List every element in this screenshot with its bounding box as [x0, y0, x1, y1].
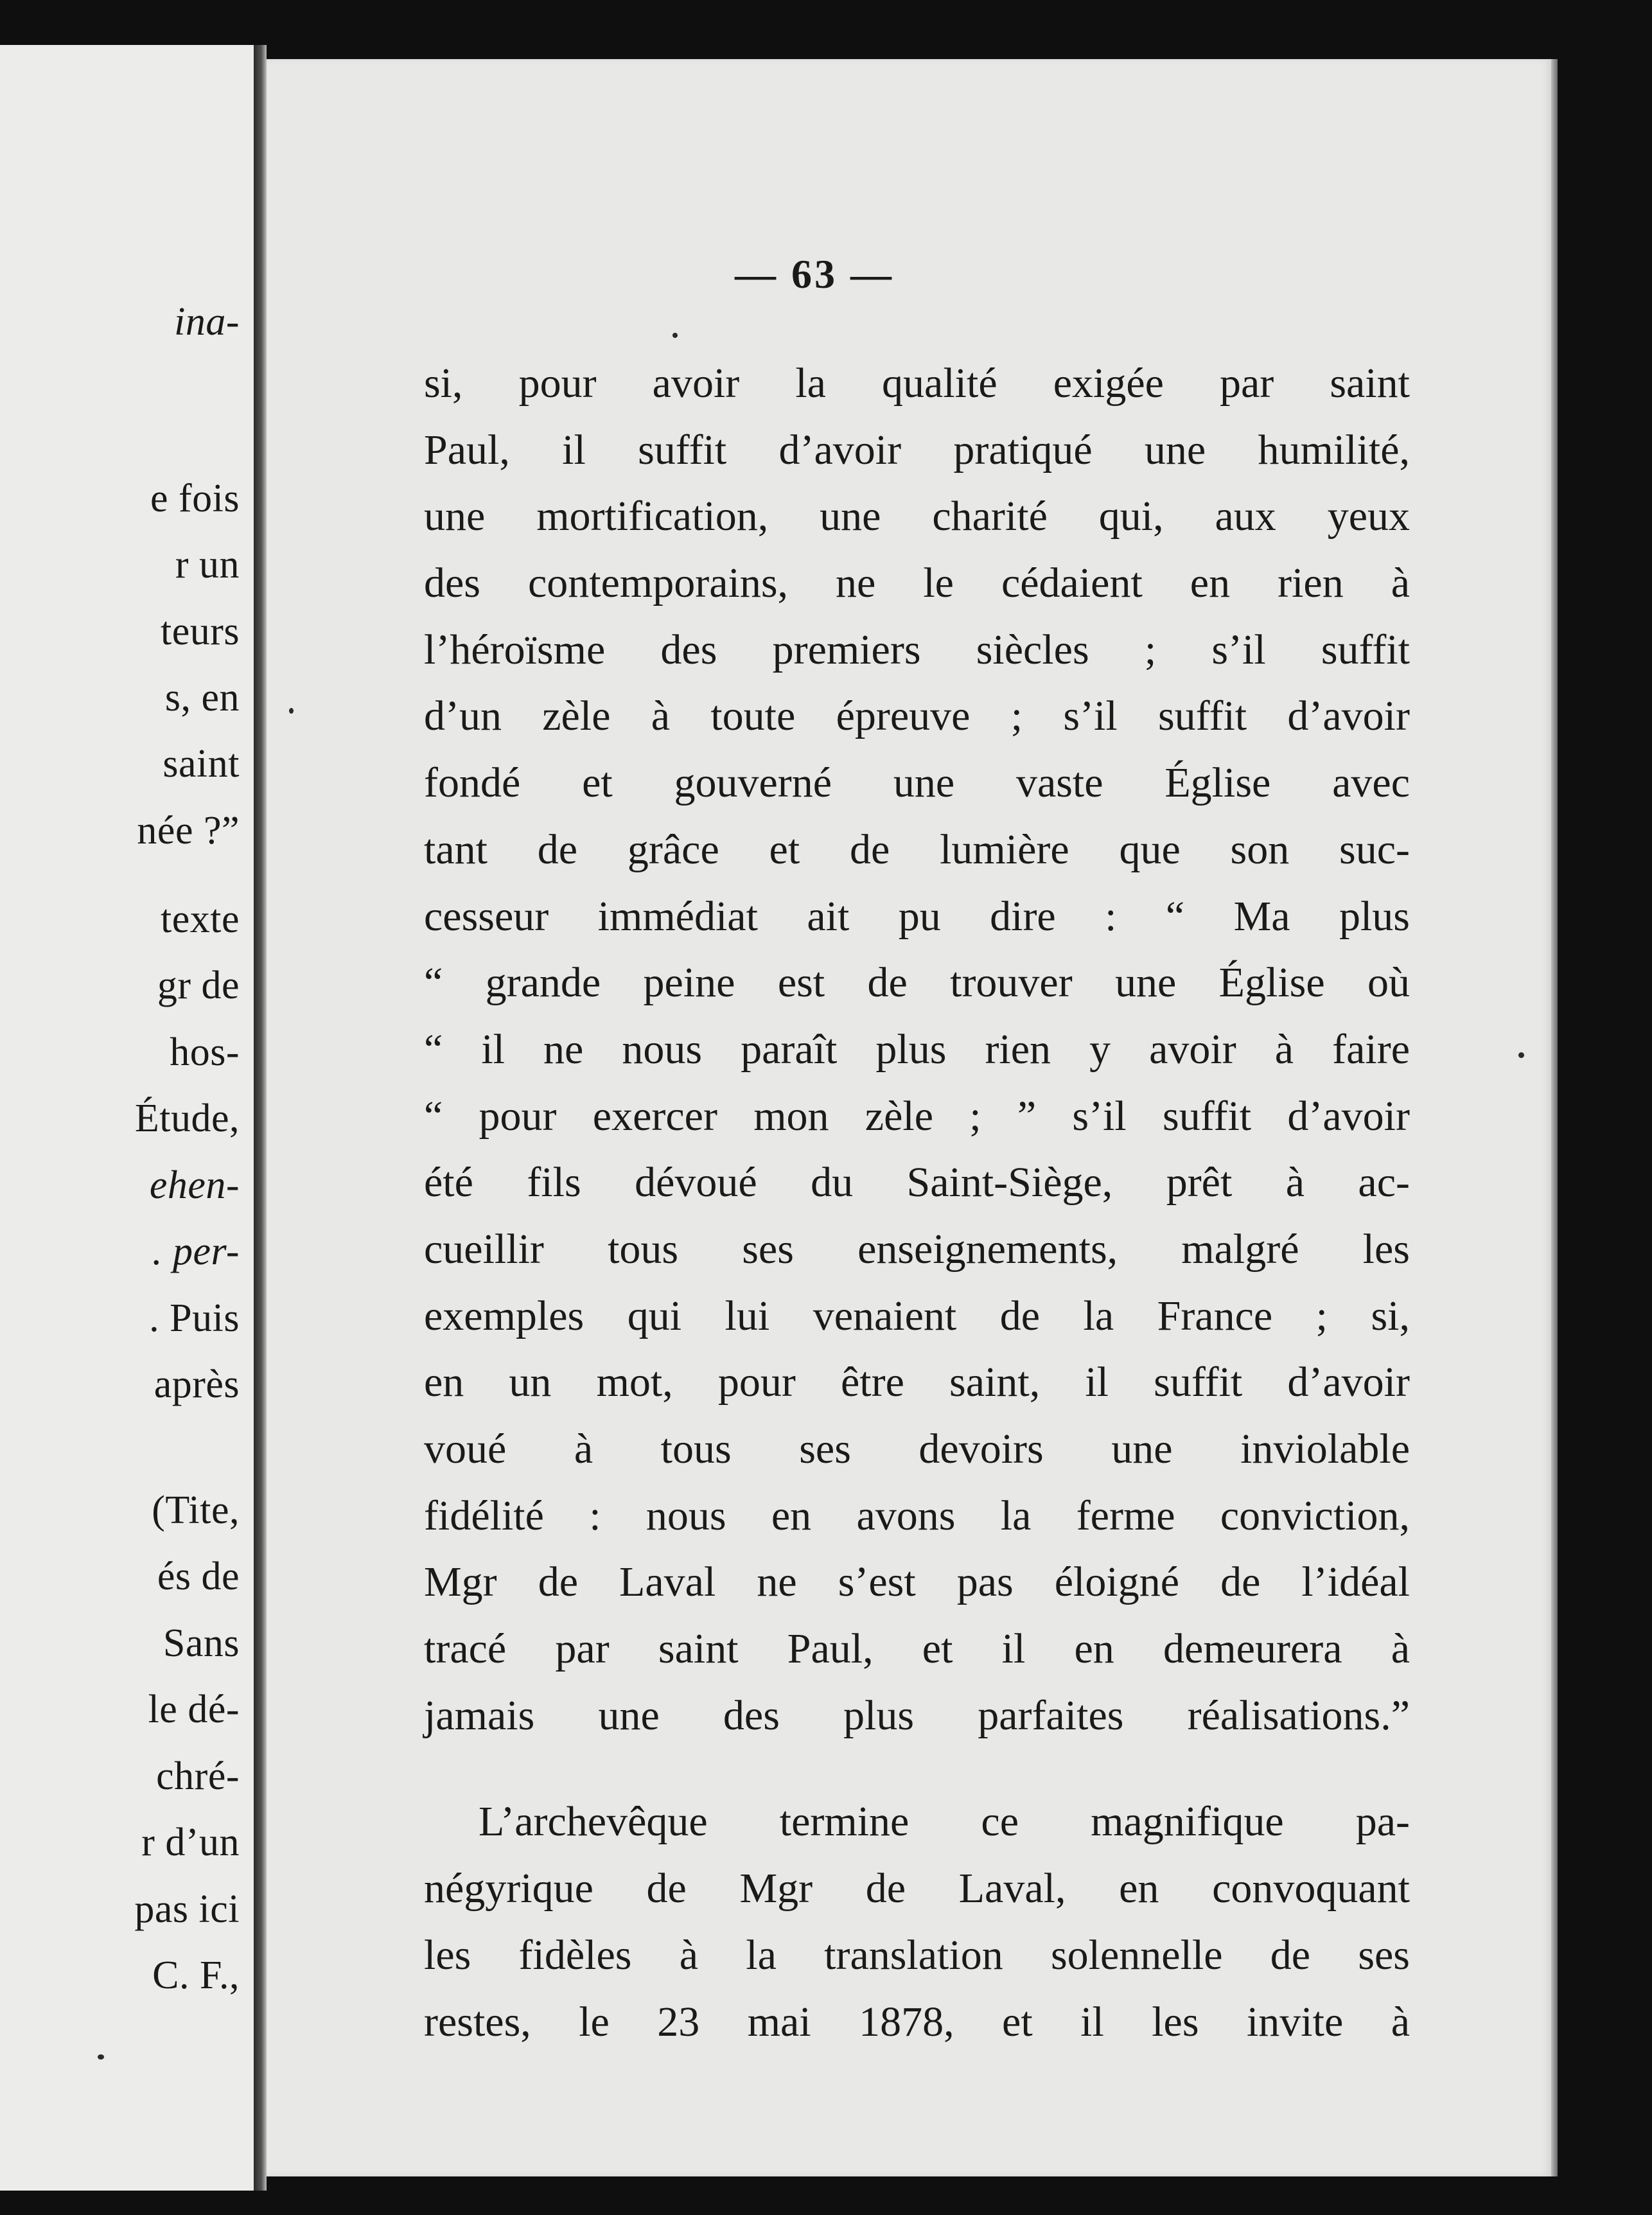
text-line: l’héroïsme des premiers siècles ; s’il suffit	[424, 626, 1410, 673]
scan-speck	[289, 708, 294, 714]
text-line: une mortification, une charité qui, aux yeux	[424, 493, 1410, 540]
text-line: tant de grâce et de lumière que son suc-	[424, 825, 1410, 873]
left-fragment-line: . per-	[152, 1230, 240, 1273]
scan-speck	[672, 333, 678, 338]
paragraph	[424, 1788, 1410, 2055]
left-fragment-line: le dé-	[148, 1688, 240, 1731]
text-line: d’un zèle à toute épreuve ; s’il suffit d’avoir	[424, 693, 1410, 740]
text-line: fondé et gouverné une vaste Église avec	[424, 759, 1410, 807]
left-fragment-line: née ?”	[137, 809, 240, 852]
left-fragment-line: (Tite,	[152, 1488, 240, 1532]
left-fragment-line: texte	[161, 897, 240, 941]
text-line: tracé par saint Paul, et il en demeurera à	[424, 1625, 1410, 1673]
page-number: — 63 —	[735, 251, 894, 297]
text-line: été fils dévoué du Saint-Siège, prêt à ac-	[424, 1159, 1410, 1206]
text-line: jamais une des plus parfaites réalisations.”	[424, 1691, 1410, 1739]
text-line: des contemporains, ne le cédaient en rien à	[424, 560, 1410, 607]
left-fragment-line: r un	[175, 543, 240, 587]
text-line: cesseur immédiat ait pu dire : “ Ma plus	[424, 892, 1410, 940]
paragraph-gap	[424, 1749, 1410, 1788]
left-fragment-line: saint	[163, 742, 240, 786]
text-line: si, pour avoir la qualité exigée par saint	[424, 360, 1410, 407]
text-line: restes, le 23 mai 1878, et il les invite à	[424, 1998, 1410, 2045]
scan-speck	[1518, 1052, 1524, 1058]
text-line: voué à tous ses devoirs une inviolable	[424, 1425, 1410, 1472]
text-line: exemples qui lui venaient de la France ; si,	[424, 1292, 1410, 1339]
previous-page-fragment	[0, 45, 254, 2191]
text-line: fidélité : nous en avons la ferme conviction,	[424, 1492, 1410, 1539]
text-line: négyrique de Mgr de Laval, en convoquant	[424, 1865, 1410, 1912]
left-fragment-line: r d’un	[141, 1821, 240, 1864]
scan-speck	[98, 2054, 104, 2060]
paragraph	[424, 350, 1410, 1749]
left-fragment-line: . Puis	[149, 1296, 240, 1340]
page-edge-shadow	[1551, 59, 1558, 2176]
left-fragment-line: après	[154, 1363, 240, 1406]
left-fragment-line: s, en	[164, 676, 240, 719]
left-fragment-line: ehen-	[149, 1163, 240, 1207]
left-fragment-line: Étude,	[134, 1097, 240, 1140]
left-fragment-line: chré-	[156, 1754, 240, 1798]
text-line: en un mot, pour être saint, il suffit d’avoir	[424, 1359, 1410, 1406]
left-fragment-line: Sans	[163, 1621, 240, 1665]
left-fragment-line: gr de	[157, 964, 240, 1007]
left-fragment-line: ina-	[174, 300, 240, 344]
page-body-text	[424, 350, 1410, 2055]
left-fragment-line: pas ici	[134, 1887, 240, 1931]
left-fragment-line: és de	[157, 1555, 240, 1598]
text-line: Mgr de Laval ne s’est pas éloigné de l’idéal	[424, 1558, 1410, 1606]
left-fragment-line: C. F.,	[152, 1954, 240, 1997]
text-line: cueillir tous ses enseignements, malgré les	[424, 1225, 1410, 1273]
left-fragment-line: e fois	[150, 477, 240, 520]
text-line: les fidèles à la translation solennelle de ses	[424, 1931, 1410, 1979]
text-line: L’archevêque termine ce magnifique pa-	[479, 1798, 1410, 1846]
left-fragment-line: hos-	[170, 1030, 240, 1074]
text-line: “ grande peine est de trouver une Église où	[424, 959, 1410, 1007]
text-line: Paul, il suffit d’avoir pratiqué une humilité,	[424, 426, 1410, 473]
left-fragment-line: teurs	[160, 610, 240, 653]
book-spine-gutter	[254, 45, 267, 2191]
text-line: “ il ne nous paraît plus rien y avoir à faire	[424, 1025, 1410, 1073]
text-line: “ pour exercer mon zèle ; ” s’il suffit d’avoir	[424, 1092, 1410, 1140]
